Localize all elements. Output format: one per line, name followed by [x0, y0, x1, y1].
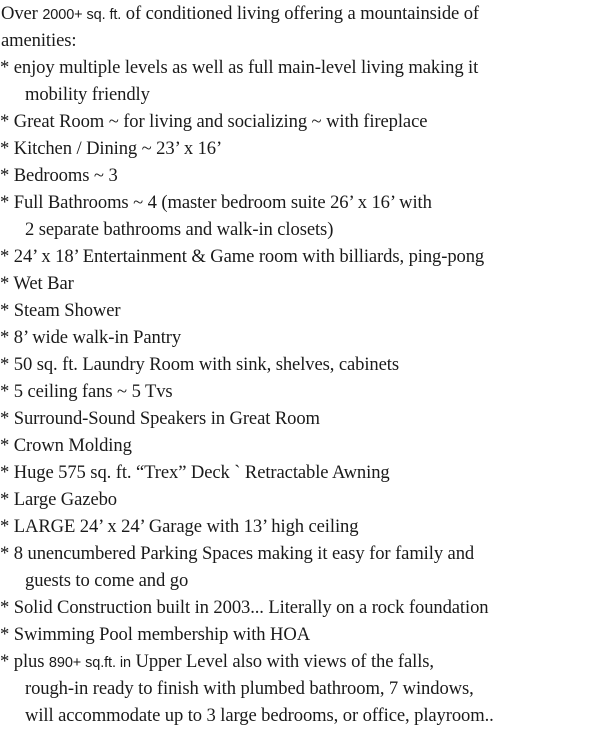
amenity-item: * Swimming Pool membership with HOA [0, 624, 311, 645]
amenity-item: * 8 unencumbered Parking Spaces making it easy for family and [0, 543, 475, 564]
intro-sqft: 2000+ sq. ft. [42, 7, 122, 23]
amenity-item: * 5 ceiling fans ~ 5 Tvs [0, 381, 173, 402]
intro-wrap-line: amenities: [1, 30, 77, 51]
amenity-item: * Solid Construction built in 2003... Literally on a rock foundation [0, 597, 489, 618]
intro-prefix: Over [1, 3, 43, 24]
last-rest: Upper Level also with views of the falls, [130, 651, 434, 672]
amenity-item: * Bedrooms ~ 3 [0, 165, 118, 186]
amenity-item: * 24’ x 18’ Entertainment & Game room with billiards, ping-pong [0, 246, 485, 267]
amenity-item: * Crown Molding [0, 435, 132, 456]
amenity-item: * 8’ wide walk-in Pantry [0, 327, 182, 348]
last-item-continuation: rough-in ready to finish with plumbed bathroom, 7 windows, [25, 678, 474, 699]
intro-line [0, 0, 602, 27]
last-prefix: * plus [0, 651, 49, 672]
intro-rest: of conditioned living offering a mountainside of [121, 3, 480, 24]
last-sqft: 890+ sq.ft. in [48, 655, 131, 671]
amenity-item: * 50 sq. ft. Laundry Room with sink, shelves, cabinets [0, 354, 399, 375]
amenity-item: * Large Gazebo [0, 489, 117, 510]
amenity-item-continuation: 2 separate bathrooms and walk-in closets) [25, 219, 334, 240]
amenity-item: * Surround-Sound Speakers in Great Room [0, 408, 320, 429]
amenity-item: * Huge 575 sq. ft. “Trex” Deck ` Retractable Awning [0, 462, 390, 483]
amenity-item-continuation: guests to come and go [25, 570, 189, 591]
amenity-item: * Great Room ~ for living and socializing ~ with fireplace [0, 111, 428, 132]
amenity-item: * Kitchen / Dining ~ 23’ x 16’ [0, 138, 223, 159]
amenity-item: * enjoy multiple levels as well as full main-level living making it [0, 57, 479, 78]
amenity-item: * LARGE 24’ x 24’ Garage with 13’ high ceiling [0, 516, 359, 537]
last-item-continuation: will accommodate up to 3 large bedrooms, or office, playroom.. [25, 705, 494, 726]
amenity-item: * Full Bathrooms ~ 4 (master bedroom suite 26’ x 16’ with [0, 192, 432, 213]
amenity-item: * Steam Shower [0, 300, 121, 321]
last-item [0, 648, 602, 675]
amenity-item-continuation: mobility friendly [25, 84, 150, 105]
amenity-item: * Wet Bar [0, 273, 74, 294]
